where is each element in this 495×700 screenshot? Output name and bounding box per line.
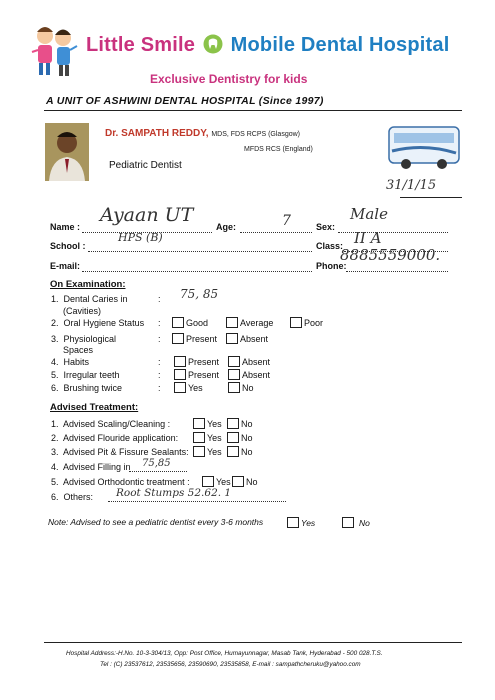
filling-line — [129, 471, 187, 472]
option-present[interactable]: Present — [172, 333, 217, 344]
advised-item-6: 6. Others: — [51, 492, 94, 502]
option-no[interactable]: No — [227, 418, 253, 429]
age-line — [240, 232, 312, 233]
option-yes[interactable]: Yes — [193, 432, 222, 443]
checkbox[interactable] — [227, 432, 239, 443]
checkbox[interactable] — [174, 369, 186, 380]
option-yes[interactable]: Yes — [202, 476, 231, 487]
examination-title: On Examination: — [50, 279, 126, 290]
age-value: 7 — [282, 213, 291, 229]
exam-item-3-label2: Spaces — [63, 345, 94, 355]
checkbox[interactable] — [228, 382, 240, 393]
option-good[interactable]: Good — [172, 317, 208, 328]
checkbox[interactable] — [227, 418, 239, 429]
tooth-logo-icon — [203, 34, 223, 54]
checkbox[interactable] — [342, 517, 354, 528]
checkbox[interactable] — [193, 418, 205, 429]
name-label: Name : — [50, 222, 81, 232]
doctor-photo — [45, 123, 89, 181]
colon: : — [158, 294, 161, 304]
advised-item-1: 1. Advised Scaling/Cleaning : — [51, 419, 171, 429]
phone-line — [346, 271, 448, 272]
option-present[interactable]: Present — [174, 369, 219, 380]
exam-item-5: 5. Irregular teeth — [51, 370, 120, 380]
note-row — [48, 517, 263, 527]
colon: : — [158, 318, 161, 328]
mobile-dental-bus-image — [388, 123, 460, 171]
school-line — [88, 251, 312, 252]
checkbox[interactable] — [172, 333, 184, 344]
option-absent[interactable]: Absent — [228, 356, 270, 367]
checkbox[interactable] — [193, 432, 205, 443]
option-average[interactable]: Average — [226, 317, 273, 328]
doctor-credentials-2: MFDS RCS (England) — [244, 146, 313, 153]
title-mobile-dental-hospital: Mobile Dental Hospital — [230, 34, 450, 56]
colon: : — [158, 357, 161, 367]
checkbox[interactable] — [290, 317, 302, 328]
exam-item-3: 3. Physiological — [51, 334, 117, 344]
footer-address: Hospital Address:-H.No. 10-3-304/13, Opp: Post Office, Humayunnagar, Masab Tank, Hyderabad - 500 028.T.S. — [66, 650, 383, 657]
option-present[interactable]: Present — [174, 356, 219, 367]
filling-value: 75,85 — [142, 458, 171, 469]
age-label: Age: — [216, 222, 236, 232]
advised-item-3: 3. Advised Pit & Fissure Sealants: — [51, 447, 189, 457]
option-no[interactable]: No — [232, 476, 258, 487]
school-value: HPS (B) — [118, 231, 163, 244]
email-label: E-mail: — [50, 261, 81, 271]
checkbox[interactable] — [228, 356, 240, 367]
exam-item-2: 2. Oral Hygiene Status — [51, 318, 145, 328]
checkbox[interactable] — [202, 476, 214, 487]
advised-item-5: 5. Advised Orthodontic treatment : — [51, 477, 190, 487]
exam-item-1: 1. Dental Caries in — [51, 294, 128, 304]
checkbox[interactable] — [227, 446, 239, 457]
phone-value: 8885559000. — [340, 246, 441, 264]
option-absent[interactable]: Absent — [226, 333, 268, 344]
school-label: School : — [50, 241, 86, 251]
phone-label: Phone: — [316, 261, 347, 271]
checkbox[interactable] — [174, 382, 186, 393]
advised-item-2: 2. Advised Flouride application: — [51, 433, 179, 443]
option-no[interactable]: No — [227, 446, 253, 457]
option-no[interactable]: No — [227, 432, 253, 443]
class-value: II A — [354, 229, 382, 247]
colon: : — [158, 334, 161, 344]
checkbox[interactable] — [193, 446, 205, 457]
colon: : — [158, 370, 161, 380]
dental-caries-value: 75, 85 — [180, 287, 219, 301]
subtitle: Exclusive Dentistry for kids — [150, 72, 308, 86]
footer-divider — [44, 642, 462, 643]
checkbox[interactable] — [287, 517, 299, 528]
exam-item-4: 4. Habits — [51, 357, 90, 367]
title-little-smile: Little Smile — [86, 34, 196, 56]
note-text: Note: Advised to see a pediatric dentist every 3-6 months — [48, 517, 264, 527]
exam-item-1-label2: (Cavities) — [63, 306, 102, 316]
checkbox[interactable] — [228, 369, 240, 380]
checkbox[interactable] — [232, 476, 244, 487]
checkbox[interactable] — [226, 317, 238, 328]
option-yes[interactable]: Yes — [193, 418, 222, 429]
others-value: Root Stumps 52.62. 1 — [116, 487, 232, 499]
others-line — [108, 501, 286, 502]
option-yes[interactable]: Yes — [193, 446, 222, 457]
advised-item-4: 4. Advised Filling in — [51, 462, 131, 472]
footer-contact: Tel : (C) 23537612, 23535656, 23590690, 23535858, E-mail : sampathcheruku@yahoo.com — [100, 661, 361, 668]
patient-name-value: Ayaan UT — [100, 204, 194, 226]
date-underline — [400, 197, 462, 198]
advised-title: Advised Treatment: — [50, 402, 139, 413]
class-label: Class: — [316, 241, 344, 251]
checkbox[interactable] — [226, 333, 238, 344]
date-handwritten: 31/1/15 — [386, 178, 437, 193]
doctor-role: Pediatric Dentist — [109, 160, 182, 171]
note-option-yes[interactable]: Yes — [287, 517, 315, 528]
option-absent[interactable]: Absent — [228, 369, 270, 380]
exam-item-6: 6. Brushing twice — [51, 383, 123, 393]
colon: : — [158, 383, 161, 393]
option-no[interactable]: No — [228, 382, 254, 393]
option-poor[interactable]: Poor — [290, 317, 323, 328]
sex-label: Sex: — [316, 222, 336, 232]
email-line — [82, 271, 312, 272]
header-divider — [44, 110, 462, 111]
option-yes[interactable]: Yes — [174, 382, 203, 393]
doctor-name: Dr. SAMPATH REDDY, MDS, FDS RCPS (Glasgow) — [105, 128, 300, 139]
hospital-title — [86, 34, 450, 57]
checkbox[interactable] — [174, 356, 186, 367]
note-option-no[interactable]: No — [342, 517, 370, 528]
sex-value: Male — [350, 205, 388, 223]
checkbox[interactable] — [172, 317, 184, 328]
unit-line: A UNIT OF ASHWINI DENTAL HOSPITAL (Since 1997) — [46, 95, 324, 107]
kids-logo-illustration — [30, 22, 80, 80]
